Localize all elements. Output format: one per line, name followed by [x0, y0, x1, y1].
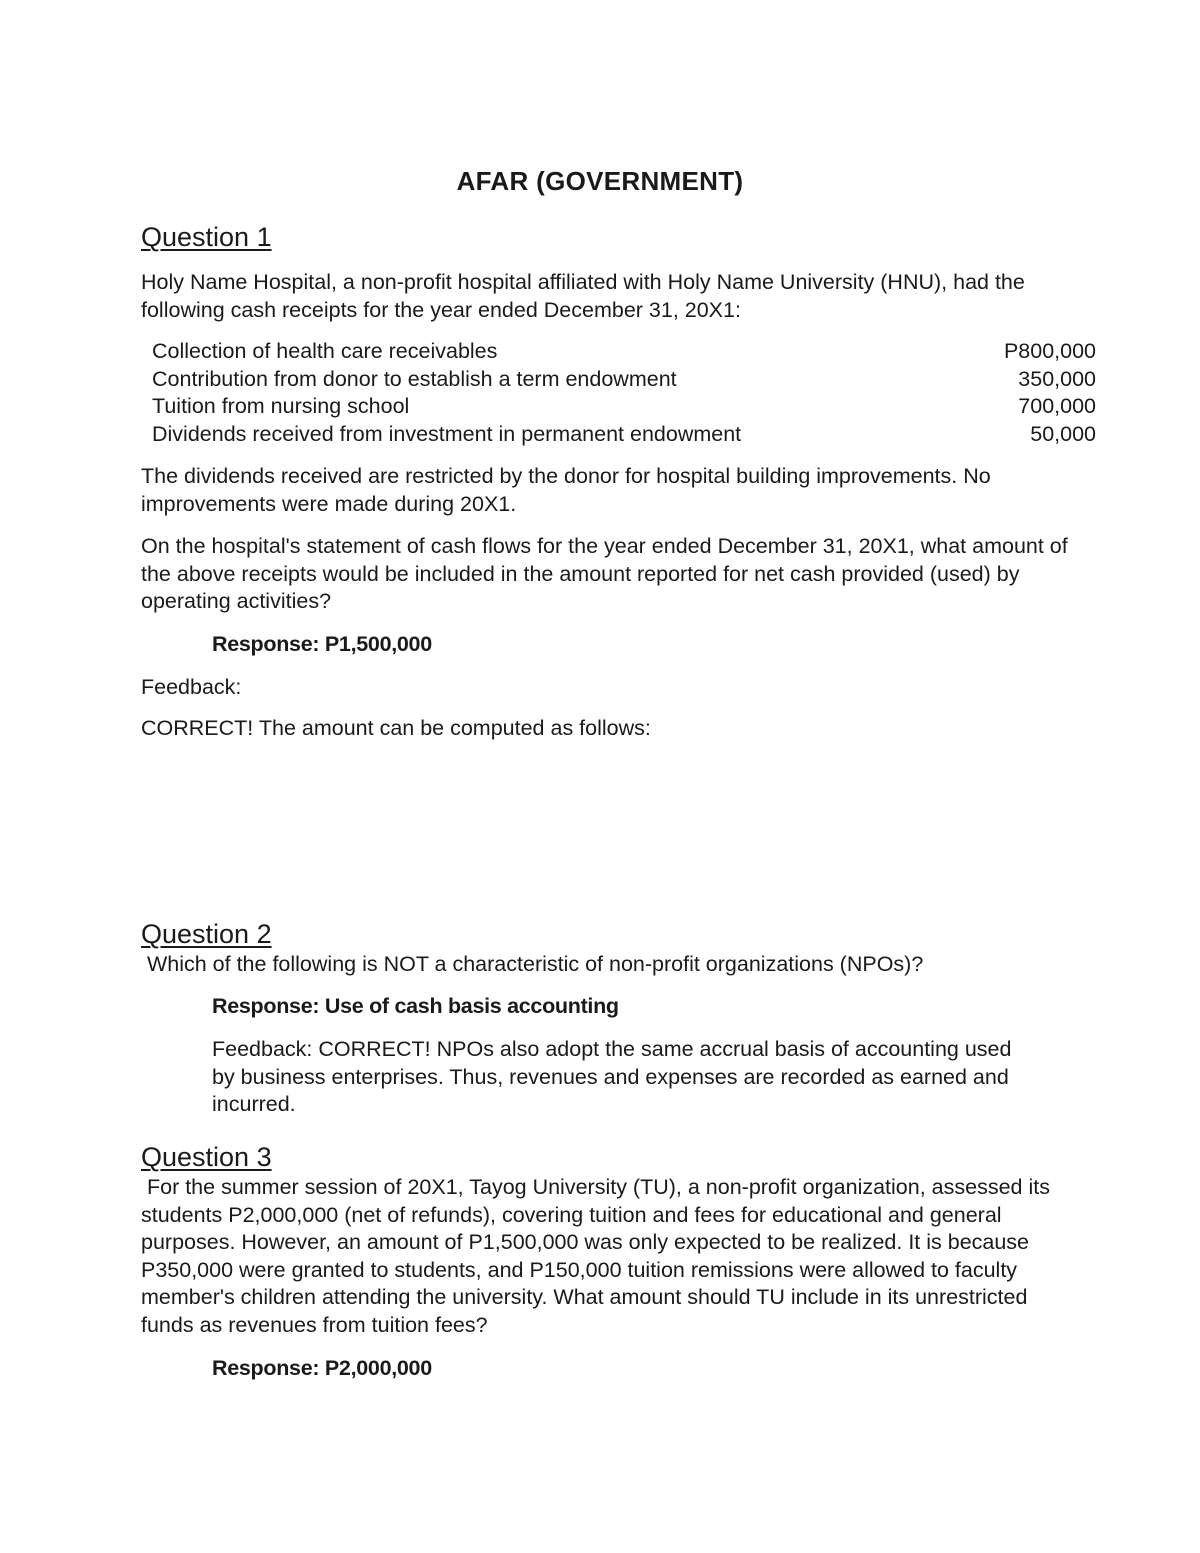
- cash-receipts-list: [152, 338, 1096, 448]
- receipt-label: Collection of health care receivables: [152, 339, 498, 363]
- receipt-row: [152, 338, 1096, 366]
- receipt-label: Contribution from donor to establish a term endowment: [152, 366, 677, 391]
- receipt-row: [152, 366, 1096, 394]
- receipt-amount: 700,000: [1018, 394, 1096, 418]
- question-2-text: Which of the following is NOT a characteristic of non-profit organizations (NPOs)?: [141, 952, 924, 976]
- question-1-intro: Holy Name Hospital, a non-profit hospital affiliated with Holy Name University (HNU), had the following cash receipts for the year ended December 31, 20X1:: [141, 270, 1025, 322]
- receipt-amount: P800,000: [1003, 339, 1096, 363]
- question-1-feedback-label: Feedback:: [141, 675, 242, 699]
- question-3-text: For the summer session of 20X1, Tayog University (TU), a non-profit organization, assessed its students P2,000,000 (net of refunds), covering tuition and fees for educational and general purposes. However, an amount of P1,500,000 was only expected to be realized. It is because P350,000 were granted to students, and P150,000 tuition remissions were allowed to faculty member's children attending the university. What amount should TU include in its unrestricted funds as revenues from tuition fees?: [141, 1175, 1056, 1337]
- question-3-response: Response: P2,000,000: [212, 1356, 432, 1380]
- question-2-feedback: Feedback: CORRECT! NPOs also adopt the same accrual basis of accounting used by business enterprises. Thus, revenues and expenses are recorded as earned and incurred.: [212, 1037, 1012, 1116]
- receipt-amount: 50,000: [1030, 421, 1096, 446]
- question-1-heading: Question 1: [141, 222, 272, 252]
- question-2-response: Response: Use of cash basis accounting: [212, 994, 619, 1018]
- receipt-row: [152, 421, 1096, 449]
- question-3-heading: Question 3: [141, 1142, 272, 1172]
- receipt-label: Tuition from nursing school: [152, 394, 410, 418]
- receipt-amount: 350,000: [1018, 366, 1096, 391]
- question-1-note: The dividends received are restricted by the donor for hospital building improvements. No improvements were made during 20X1.: [141, 464, 991, 516]
- question-1-text: On the hospital's statement of cash flows for the year ended December 31, 20X1, what amount of the above receipts would be included in the amount reported for net cash provided (used) by operating activities?: [141, 534, 1068, 613]
- question-1-feedback: CORRECT! The amount can be computed as follows:: [141, 716, 651, 740]
- receipt-row: [152, 393, 1096, 421]
- receipt-label: Dividends received from investment in permanent endowment: [152, 421, 742, 446]
- question-2-heading: Question 2: [141, 919, 272, 949]
- document-title: AFAR (GOVERNMENT): [456, 166, 744, 196]
- question-1-response: Response: P1,500,000: [212, 632, 432, 656]
